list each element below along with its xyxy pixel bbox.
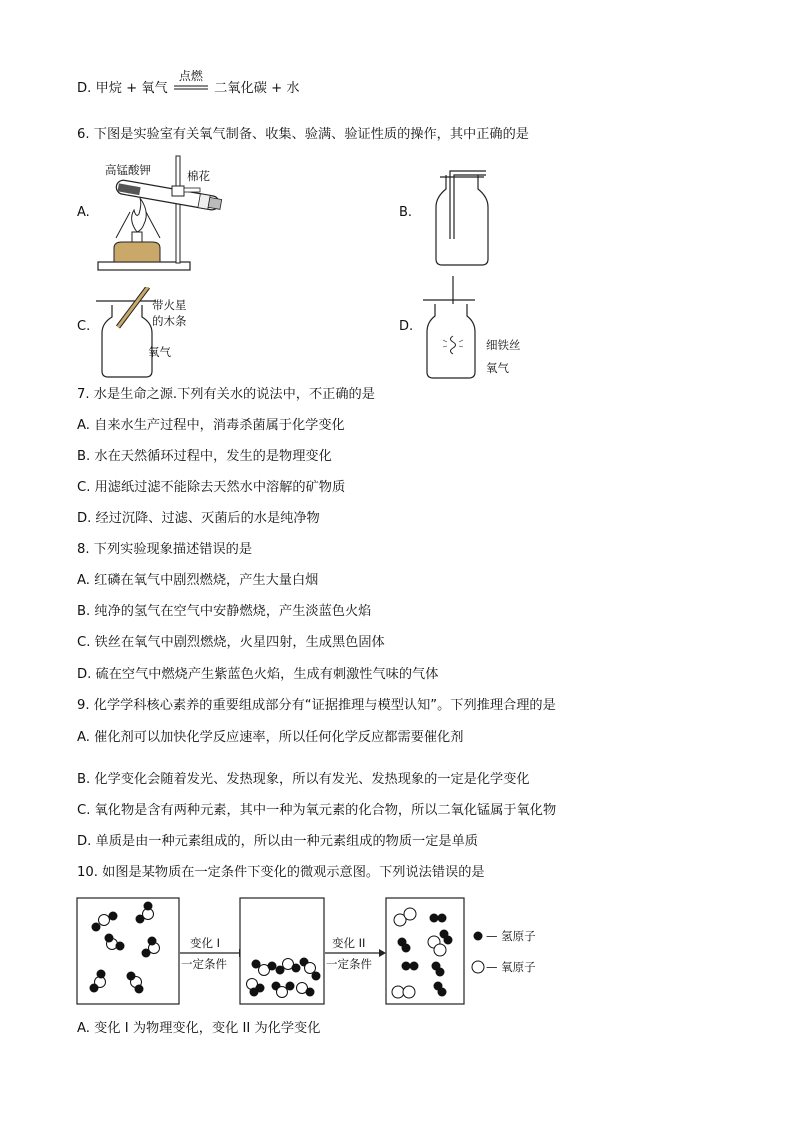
label-oxygen-c: 氧气 <box>148 345 171 359</box>
reaction-condition <box>172 69 210 98</box>
legend-hydrogen-label: — 氢原子 <box>486 929 536 943</box>
q6-option-b-label: B. <box>399 205 413 220</box>
q8-option-c: C. 铁丝在氧气中剧烈燃烧，火星四射，生成黑色固体 <box>77 635 385 650</box>
label-reagent: 高锰酸钾 <box>105 163 151 177</box>
figure-gas-collection-bottle <box>432 167 492 267</box>
q6-option-c-label: C. <box>77 319 91 334</box>
q8-option-d: D. 硫在空气中燃烧产生紫蓝色火焰，生成有刺激性气味的气体 <box>77 667 439 682</box>
microscopic-change-diagram <box>76 896 476 1008</box>
change2-top-label: 变化 II <box>332 936 366 950</box>
q9-option-b: B. 化学变化会随着发光、发热现象，所以有发光、发热现象的一定是化学变化 <box>77 772 530 787</box>
label-cotton: 棉花 <box>187 169 210 183</box>
q7-option-c: C. 用滤纸过滤不能除去天然水中溶解的矿物质 <box>77 480 346 495</box>
legend-hydrogen-icon <box>472 930 484 942</box>
change1-bottom-label: 一定条件 <box>181 957 227 971</box>
q6-stem: 6. 下图是实验室有关氧气制备、收集、验满、验证性质的操作，其中正确的是 <box>77 127 529 142</box>
q10-option-a: A. 变化 I 为物理变化，变化 II 为化学变化 <box>77 1021 321 1036</box>
q10-stem: 10. 如图是某物质在一定条件下变化的微观示意图。下列说法错误的是 <box>77 865 485 880</box>
q5-option-d-left: D. 甲烷 + 氧气 <box>77 81 168 96</box>
label-glowing-stick-2: 的木条 <box>152 314 187 328</box>
q7-stem: 7. 水是生命之源.下列有关水的说法中，不正确的是 <box>77 387 375 402</box>
label-iron-wire: 细铁丝 <box>486 338 521 352</box>
figure-iron-wire <box>423 276 483 380</box>
q9-option-a: A. 催化剂可以加快化学反应速率，所以任何化学反应都需要催化剂 <box>77 730 464 745</box>
q6-option-d-label: D. <box>399 319 414 334</box>
legend-oxygen-label: — 氧原子 <box>486 960 536 974</box>
q8-stem: 8. 下列实验现象描述错误的是 <box>77 542 253 557</box>
change1-top-label: 变化 I <box>190 936 221 950</box>
q8-option-a: A. 红磷在氧气中剧烈燃烧，产生大量白烟 <box>77 573 319 588</box>
q8-option-b: B. 纯净的氢气在空气中安静燃烧，产生淡蓝色火焰 <box>77 604 372 619</box>
q7-option-d: D. 经过沉降、过滤、灭菌后的水是纯净物 <box>77 511 320 526</box>
q9-option-d: D. 单质是由一种元素组成的，所以由一种元素组成的物质一定是单质 <box>77 834 478 849</box>
label-glowing-stick-1: 带火星 <box>152 298 187 312</box>
q5-option-d-right: 二氧化碳 + 水 <box>214 81 300 96</box>
q7-option-a: A. 自来水生产过程中，消毒杀菌属于化学变化 <box>77 418 345 433</box>
q9-option-c: C. 氧化物是含有两种元素，其中一种为氧元素的化合物，所以二氧化锰属于氧化物 <box>77 803 557 818</box>
reaction-condition-label: 点燃 <box>178 69 203 83</box>
label-oxygen-d: 氧气 <box>486 361 509 375</box>
change2-bottom-label: 一定条件 <box>326 957 372 971</box>
q9-stem: 9. 化学学科核心素养的重要组成部分有“证据推理与模型认知”。下列推理合理的是 <box>77 698 556 713</box>
q6-option-a-label: A. <box>77 205 90 220</box>
q7-option-b: B. 水在天然循环过程中，发生的是物理变化 <box>77 449 332 464</box>
legend-oxygen-icon <box>470 959 486 975</box>
q5-option-d <box>77 69 300 98</box>
